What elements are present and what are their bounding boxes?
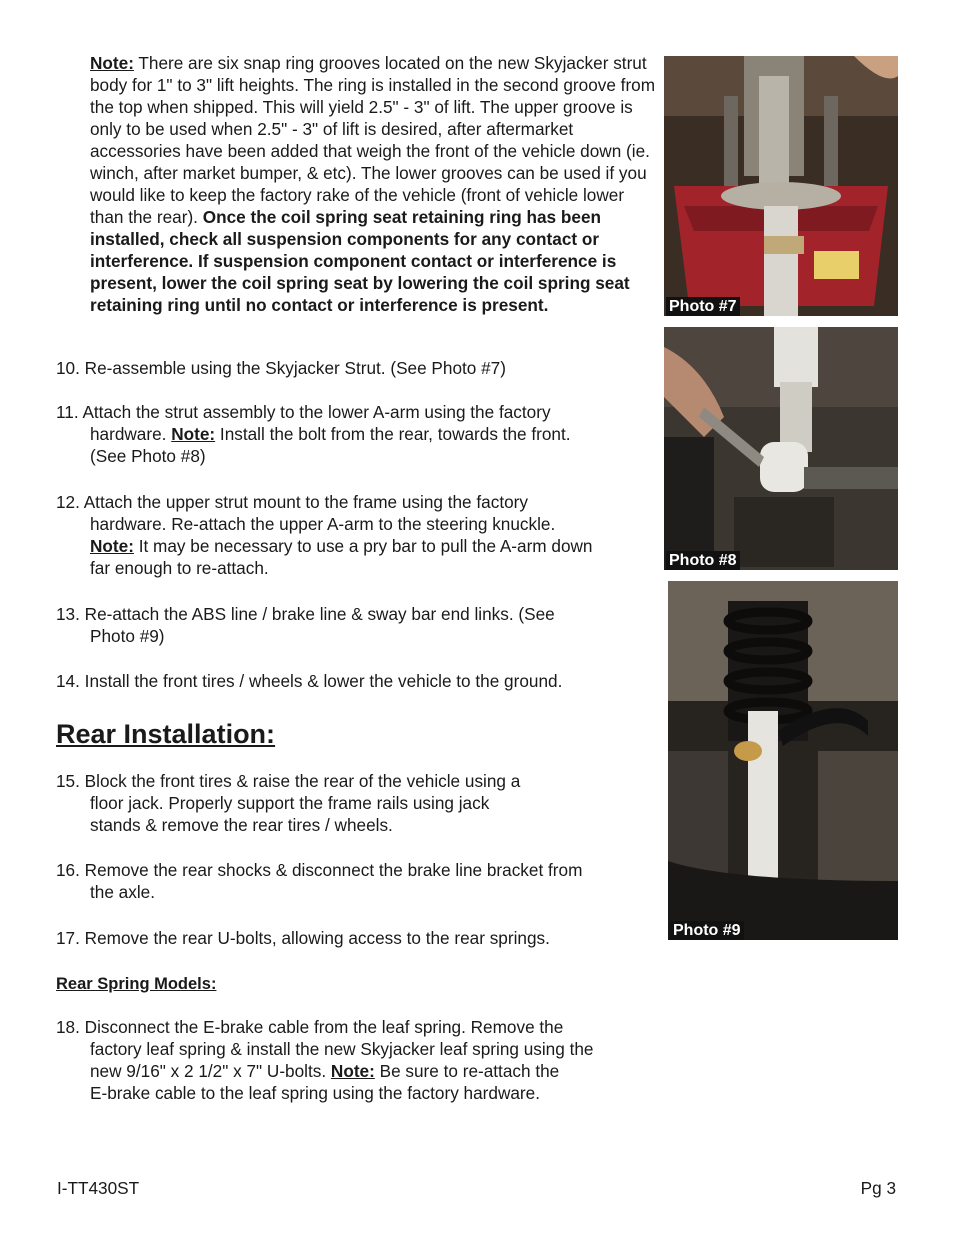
photo-9-image — [668, 581, 898, 940]
step-12-line1: 12. Attach the upper strut mount to the frame using the factory — [56, 492, 528, 512]
note-warning-bold: Once the coil spring seat retaining ring has been installed, check all suspension components for any contact or interference. If suspension component contact or interference is present, lower the coil spring seat by lowering the coil spring seat retaining ring until no contact or interference is present. — [90, 207, 630, 315]
step-12-line4: far enough to re-attach. — [90, 558, 269, 578]
step-16 — [56, 859, 646, 903]
photo-8-label: Photo #8 — [666, 551, 740, 570]
step-12-note-label: Note: — [90, 536, 134, 556]
step-15-line1: 15. Block the front tires & raise the rear of the vehicle using a — [56, 771, 521, 791]
step-15-line3: stands & remove the rear tires / wheels. — [90, 815, 393, 835]
step-18-line3 — [56, 1060, 646, 1082]
step-18-note-label: Note: — [330, 1061, 375, 1081]
step-15 — [56, 770, 646, 836]
section-heading: Rear Installation: — [56, 719, 276, 749]
note-text: There are six snap ring grooves located on the new Skyjacker strut body for 1" to 3" lift heights. The ring is installed in the second groove from the top when shipped. This will yield 2.5" - 3" of lift. The upper groove is only to be used when 2.5" - 3" of lift is desired, after aftermarket accessories have been added that weigh the front of the vehicle down (ie. winch, after market bumper, & etc). The lower grooves can be used if you would like to keep the factory rake of the vehicle (front of vehicle lower than the rear). — [90, 53, 656, 227]
step-13-line2: Photo #9) — [90, 626, 165, 646]
step-13-line1: 13. Re-attach the ABS line / brake line & sway bar end links. (See — [56, 604, 555, 624]
photo-7-image — [664, 56, 898, 316]
photo-7-label: Photo #7 — [666, 297, 740, 316]
step-11-line1: 11. Attach the strut assembly to the lower A-arm using the factory — [56, 402, 551, 422]
step-12-line2: hardware. Re-attach the upper A-arm to the steering knuckle. — [90, 514, 556, 534]
step-11-note-label: Note: — [171, 424, 216, 444]
step-17 — [56, 927, 646, 949]
step-13 — [56, 603, 646, 647]
step-10-text: 10. Re-assemble using the Skyjacker Strut. (See Photo #7) — [56, 358, 506, 378]
step-18-line4: E-brake cable to the leaf spring using the factory hardware. — [90, 1083, 540, 1103]
photo-8-image — [664, 327, 898, 570]
note-label: Note: — [90, 53, 134, 73]
step-16-line2: the axle. — [90, 882, 155, 902]
footer-part-number: I-TT430ST — [57, 1178, 140, 1198]
step-11-post: Install the bolt from the rear, towards the front. — [215, 424, 571, 444]
step-12-line3 — [56, 535, 646, 557]
note-paragraph — [90, 52, 662, 316]
step-10 — [56, 357, 646, 379]
step-18-pre: new 9/16" x 2 1/2" x 7" U-bolts. — [90, 1061, 331, 1081]
step-11-pre: hardware. — [90, 424, 172, 444]
step-14 — [56, 670, 646, 692]
photo-7 — [664, 56, 898, 316]
step-12 — [56, 491, 646, 579]
footer-page-number: Pg 3 — [860, 1178, 896, 1198]
photo-9 — [668, 581, 898, 940]
photo-9-label: Photo #9 — [670, 921, 744, 940]
step-12-post: It may be necessary to use a pry bar to pull the A-arm down — [133, 536, 593, 556]
step-18-line1: 18. Disconnect the E-brake cable from the leaf spring. Remove the — [56, 1017, 564, 1037]
step-14-text: 14. Install the front tires / wheels & lower the vehicle to the ground. — [56, 671, 563, 691]
step-15-line2: floor jack. Properly support the frame rails using jack — [90, 793, 490, 813]
subheading-rear-spring-models: Rear Spring Models: — [56, 975, 217, 993]
step-16-line1: 16. Remove the rear shocks & disconnect the brake line bracket from — [56, 860, 583, 880]
step-18-post: Be sure to re-attach the — [374, 1061, 560, 1081]
step-11-line2 — [56, 423, 646, 445]
step-11 — [56, 401, 646, 467]
step-18 — [56, 1016, 646, 1104]
step-11-line3: (See Photo #8) — [90, 446, 206, 466]
step-17-text: 17. Remove the rear U-bolts, allowing access to the rear springs. — [56, 928, 550, 948]
step-18-line2: factory leaf spring & install the new Skyjacker leaf spring using the — [90, 1039, 594, 1059]
photo-8 — [664, 327, 898, 570]
